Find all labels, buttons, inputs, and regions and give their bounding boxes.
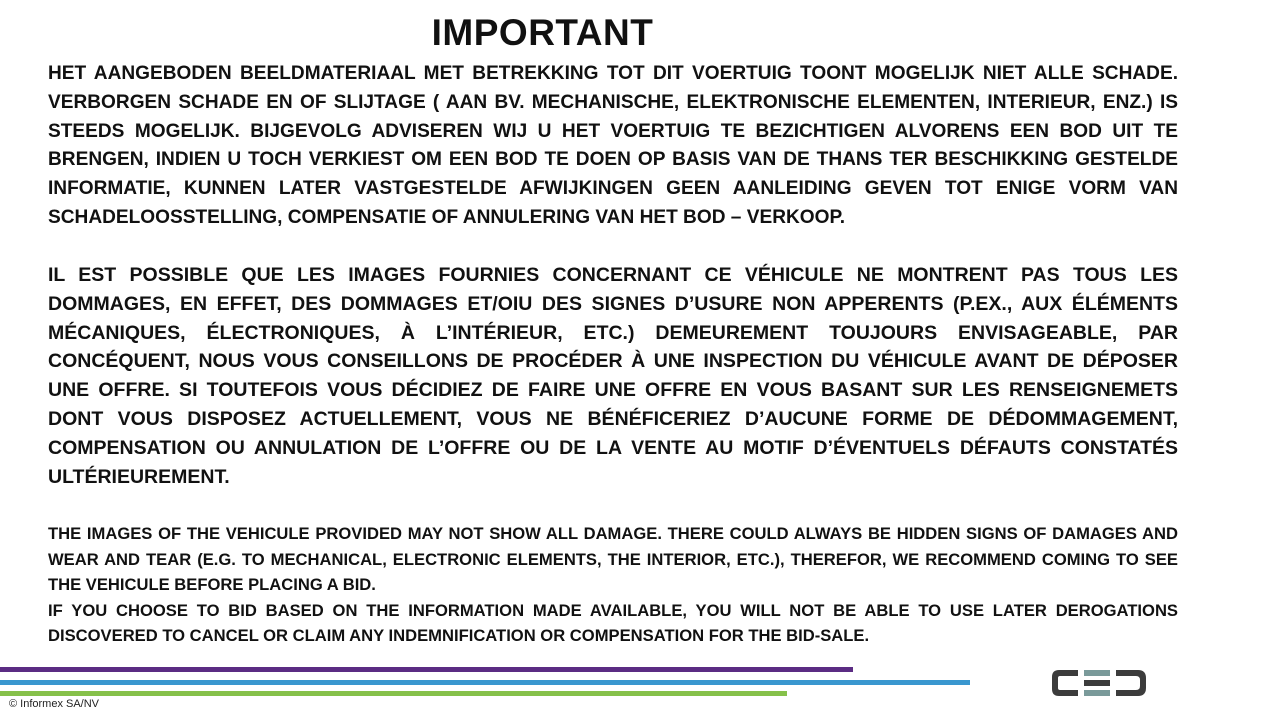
disclaimer-dutch: HET AANGEBODEN BEELDMATERIAAL MET BETREKKING TOT DIT VOERTUIG TOONT MOGELIJK NIET ALLE SCHADE. VERBORGEN SCHADE EN OF SLIJTAGE ( AAN BV. MECHANISCHE, ELEKTRONISCHE ELEMENTEN, INTERIEUR, ENZ.) IS STEEDS MOGELIJK. BIJGEVOLG ADVISEREN WIJ U HET VOERTUIG TE BEZICHTIGEN ALVORENS EEN BOD UIT TE BRENGEN, INDIEN U TOCH VERKIEST OM EEN BOD TE DOEN OP BASIS VAN DE THANS TER BESCHIKKING GESTELDE INFORMATIE, KUNNEN LATER VASTGESTELDE AFWIJKINGEN GEEN AANLEIDING GEVEN TOT ENIGE VORM VAN SCHADELOOSSTELLING, COMPENSATIE OF ANNULERING VAN HET BOD – VERKOOP. [48,63,1178,228]
disclaimer-french: IL EST POSSIBLE QUE LES IMAGES FOURNIES CONCERNANT CE VÉHICULE NE MONTRENT PAS TOUS LES DOMMAGES, EN EFFET, DES DOMMAGES ET/OIU DES SIGNES D’USURE NON APPERENTS (P.EX., AUX ÉLÉMENTS MÉCANIQUES, ÉLECTRONIQUES, À L’INTÉRIEUR, ETC.) DEMEUREMENT TOUJOURS ENVISAGEABLE, PAR CONCÉQUENT, NOUS VOUS CONSEILLONS DE PROCÉDER À UNE INSPECTION DU VÉHICULE AVANT DE DÉPOSER UNE OFFRE. SI TOUTEFOIS VOUS DÉCIDIEZ DE FAIRE UNE OFFRE EN VOUS BASANT SUR LES RENSEIGNEMETS DONT VOUS DISPOSEZ ACTUELLEMENT, VOUS NE BÉNÉFICERIEZ D’AUCUNE FORME DE DÉDOMMAGEMENT, COMPENSATION OU ANNULATION DE L’OFFRE OU DE LA VENTE AU MOTIF D’ÉVENTUELS DÉFAUTS CONSTATÉS ULTÉRIEUREMENT. [48,264,1178,488]
ced-logo [1050,668,1148,698]
disclaimer-english [48,521,1178,649]
disclaimer-english-line-1: THE IMAGES OF THE VEHICULE PROVIDED MAY NOT SHOW ALL DAMAGE. THERE COULD ALWAYS BE HIDDEN SIGNS OF DAMAGES AND WEAR AND TEAR (E.G. TO MECHANICAL, ELECTRONIC ELEMENTS, THE INTERIOR, ETC.), THEREFOR, WE RECOMMEND COMING TO SEE THE VEHICULE BEFORE PLACING A BID. [48,524,1178,594]
disclaimer-english-line-2: IF YOU CHOOSE TO BID BASED ON THE INFORMATION MADE AVAILABLE, YOU WILL NOT BE ABLE TO USE LATER DEROGATIONS DISCOVERED TO CANCEL OR CLAIM ANY INDEMNIFICATION OR COMPENSATION FOR THE BID-SALE. [48,600,1178,645]
footer-stripe-green [0,691,787,696]
page-title: IMPORTANT [431,12,654,53]
footer-stripe-purple [0,667,853,672]
copyright-notice: © Informex SA/NV [9,698,100,710]
footer-stripe-blue [0,680,970,685]
